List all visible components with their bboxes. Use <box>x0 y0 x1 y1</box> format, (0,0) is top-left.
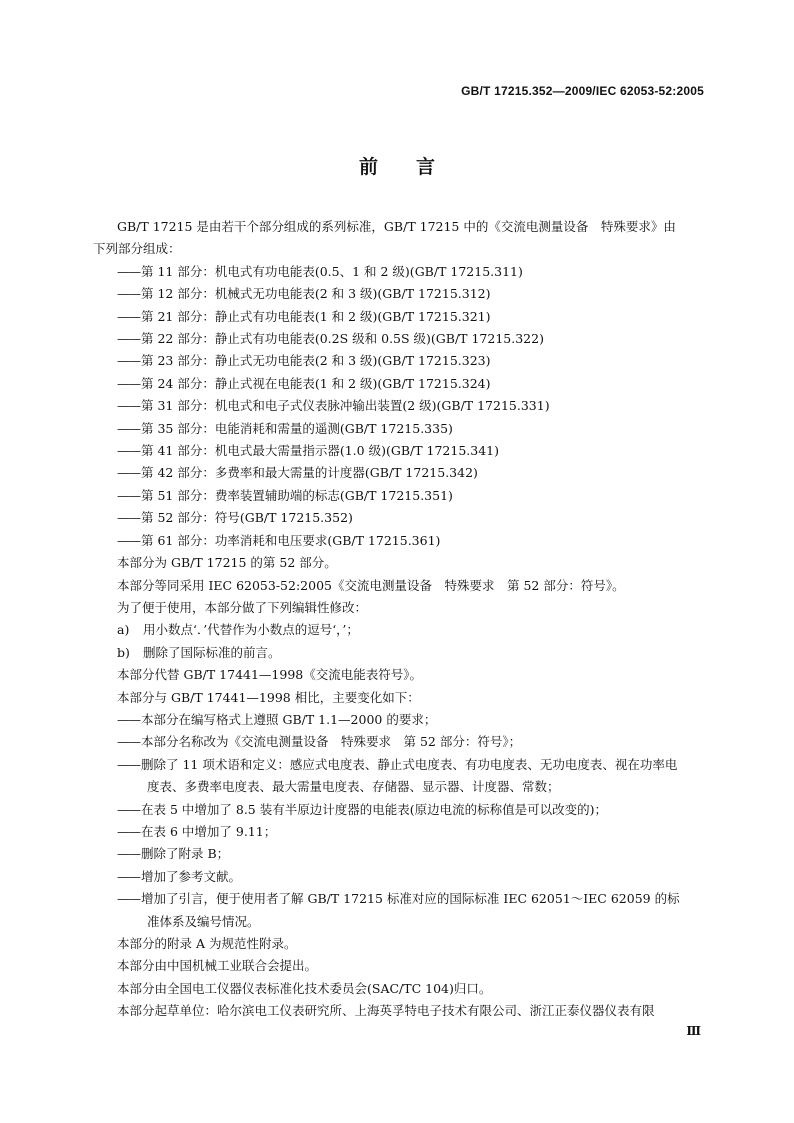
document-body <box>93 216 707 1023</box>
item-text: 用小数点‘．’代替作为小数点的逗号‘，’； <box>143 622 359 638</box>
list-item: —— 本部分在编写格式上遵照 GB/T 1.1—2000 的要求； <box>117 709 707 731</box>
list-item: —— 第 12 部分：机械式无功电能表(2 和 3 级)(GB/T 17215.312) <box>117 283 707 305</box>
list-item: —— 第 31 部分：机电式和电子式仪表脉冲输出装置(2 级)(GB/T 17215.331) <box>117 395 707 417</box>
list-item: —— 第 51 部分：费率装置辅助端的标志(GB/T 17215.351) <box>117 485 707 507</box>
statement-responsible: 本部分由全国电工仪器仪表标准化技术委员会(SAC/TC 104)归口。 <box>117 980 492 996</box>
list-item: —— 第 42 部分：多费率和最大需量的计度器(GB/T 17215.342) <box>117 462 707 484</box>
page-title: 前言 <box>358 156 473 178</box>
list-item <box>117 619 707 641</box>
list-item: —— 第 23 部分：静止式无功电能表(2 和 3 级)(GB/T 17215.323) <box>117 350 707 372</box>
list-item: —— 第 52 部分：符号(GB/T 17215.352) <box>117 507 707 529</box>
statement-annex: 本部分的附录 A 为规范性附录。 <box>117 936 297 951</box>
list-item: —— 第 11 部分：机电式有功电能表(0.5、1 和 2 级)(GB/T 17215.311) <box>117 261 707 283</box>
edits-list <box>117 619 707 664</box>
list-item <box>117 642 707 664</box>
list-item: —— 第 41 部分：机电式最大需量指示器(1.0 级)(GB/T 17215.341) <box>117 440 707 462</box>
statement-edits-intro: 为了便于使用，本部分做了下列编辑性修改： <box>117 599 368 615</box>
list-item: —— 第 22 部分：静止式有功电能表(0.2S 级和 0.5S 级)(GB/T 17215.322) <box>117 328 707 350</box>
statement-proposed-by: 本部分由中国机械工业联合会提出。 <box>117 958 318 974</box>
list-item-continuation: 准体系及编号情况。 <box>147 913 260 929</box>
list-item-continuation: 度表、多费率电度表、最大需量电度表、存储器、显示器、计度器、常数； <box>147 779 560 795</box>
list-item: —— 本部分名称改为《交流电测量设备 特殊要求 第 52 部分：符号》； <box>117 731 707 753</box>
list-item: —— 第 35 部分：电能消耗和需量的遥测(GB/T 17215.335) <box>117 418 707 440</box>
statement-adoption: 本部分等同采用 IEC 62053-52:2005《交流电测量设备 特殊要求 第 52 部分：符号》。 <box>117 577 625 593</box>
list-item: —— 在表 5 中增加了 8.5 装有半原边计度器的电能表(原边电流的标称值是可以改变的)； <box>117 799 707 821</box>
list-item: —— 增加了参考文献。 <box>117 866 707 888</box>
standard-code-header: GB/T 17215.352—2009/IEC 62053-52:2005 <box>461 84 704 98</box>
statement-drafting-units: 本部分起草单位：哈尔滨电工仪表研究所、上海英孚特电子技术有限公司、浙江正泰仪器仪表有限 <box>117 1003 655 1019</box>
list-item: —— 第 61 部分：功率消耗和电压要求(GB/T 17215.361) <box>117 530 707 552</box>
list-item: —— 在表 6 中增加了 9.11； <box>117 821 707 843</box>
list-item: —— 删除了 11 项术语和定义：感应式电度表、静止式电度表、有功电度表、无功电度表、视在功率电 <box>117 754 707 776</box>
intro-line-1: GB/T 17215 是由若干个部分组成的系列标准，GB/T 17215 中的《交流电测量设备 特殊要求》由 <box>117 219 676 234</box>
list-item: —— 增加了引言，便于使用者了解 GB/T 17215 标准对应的国际标准 IEC 62051～IEC 62059 的标 <box>117 888 707 910</box>
statement-replaces: 本部分代替 GB/T 17441—1998《交流电能表符号》。 <box>117 667 422 683</box>
list-item: —— 第 24 部分：静止式视在电能表(1 和 2 级)(GB/T 17215.324) <box>117 373 707 395</box>
statement-changes-intro: 本部分与 GB/T 17441—1998 相比，主要变化如下： <box>117 689 420 705</box>
list-item: —— 删除了附录 B； <box>117 843 707 865</box>
intro-line-2: 下列部分组成： <box>93 241 181 257</box>
list-item: —— 第 21 部分：静止式有功电能表(1 和 2 级)(GB/T 17215.321) <box>117 306 707 328</box>
item-label: a) <box>117 622 130 638</box>
statement-part-number: 本部分为 GB/T 17215 的第 52 部分。 <box>117 555 337 571</box>
changes-list <box>117 709 707 933</box>
item-label: b) <box>117 644 130 660</box>
page-number: Ⅲ <box>686 1024 701 1038</box>
parts-list <box>117 261 707 552</box>
item-text: 删除了国际标准的前言。 <box>143 644 281 660</box>
